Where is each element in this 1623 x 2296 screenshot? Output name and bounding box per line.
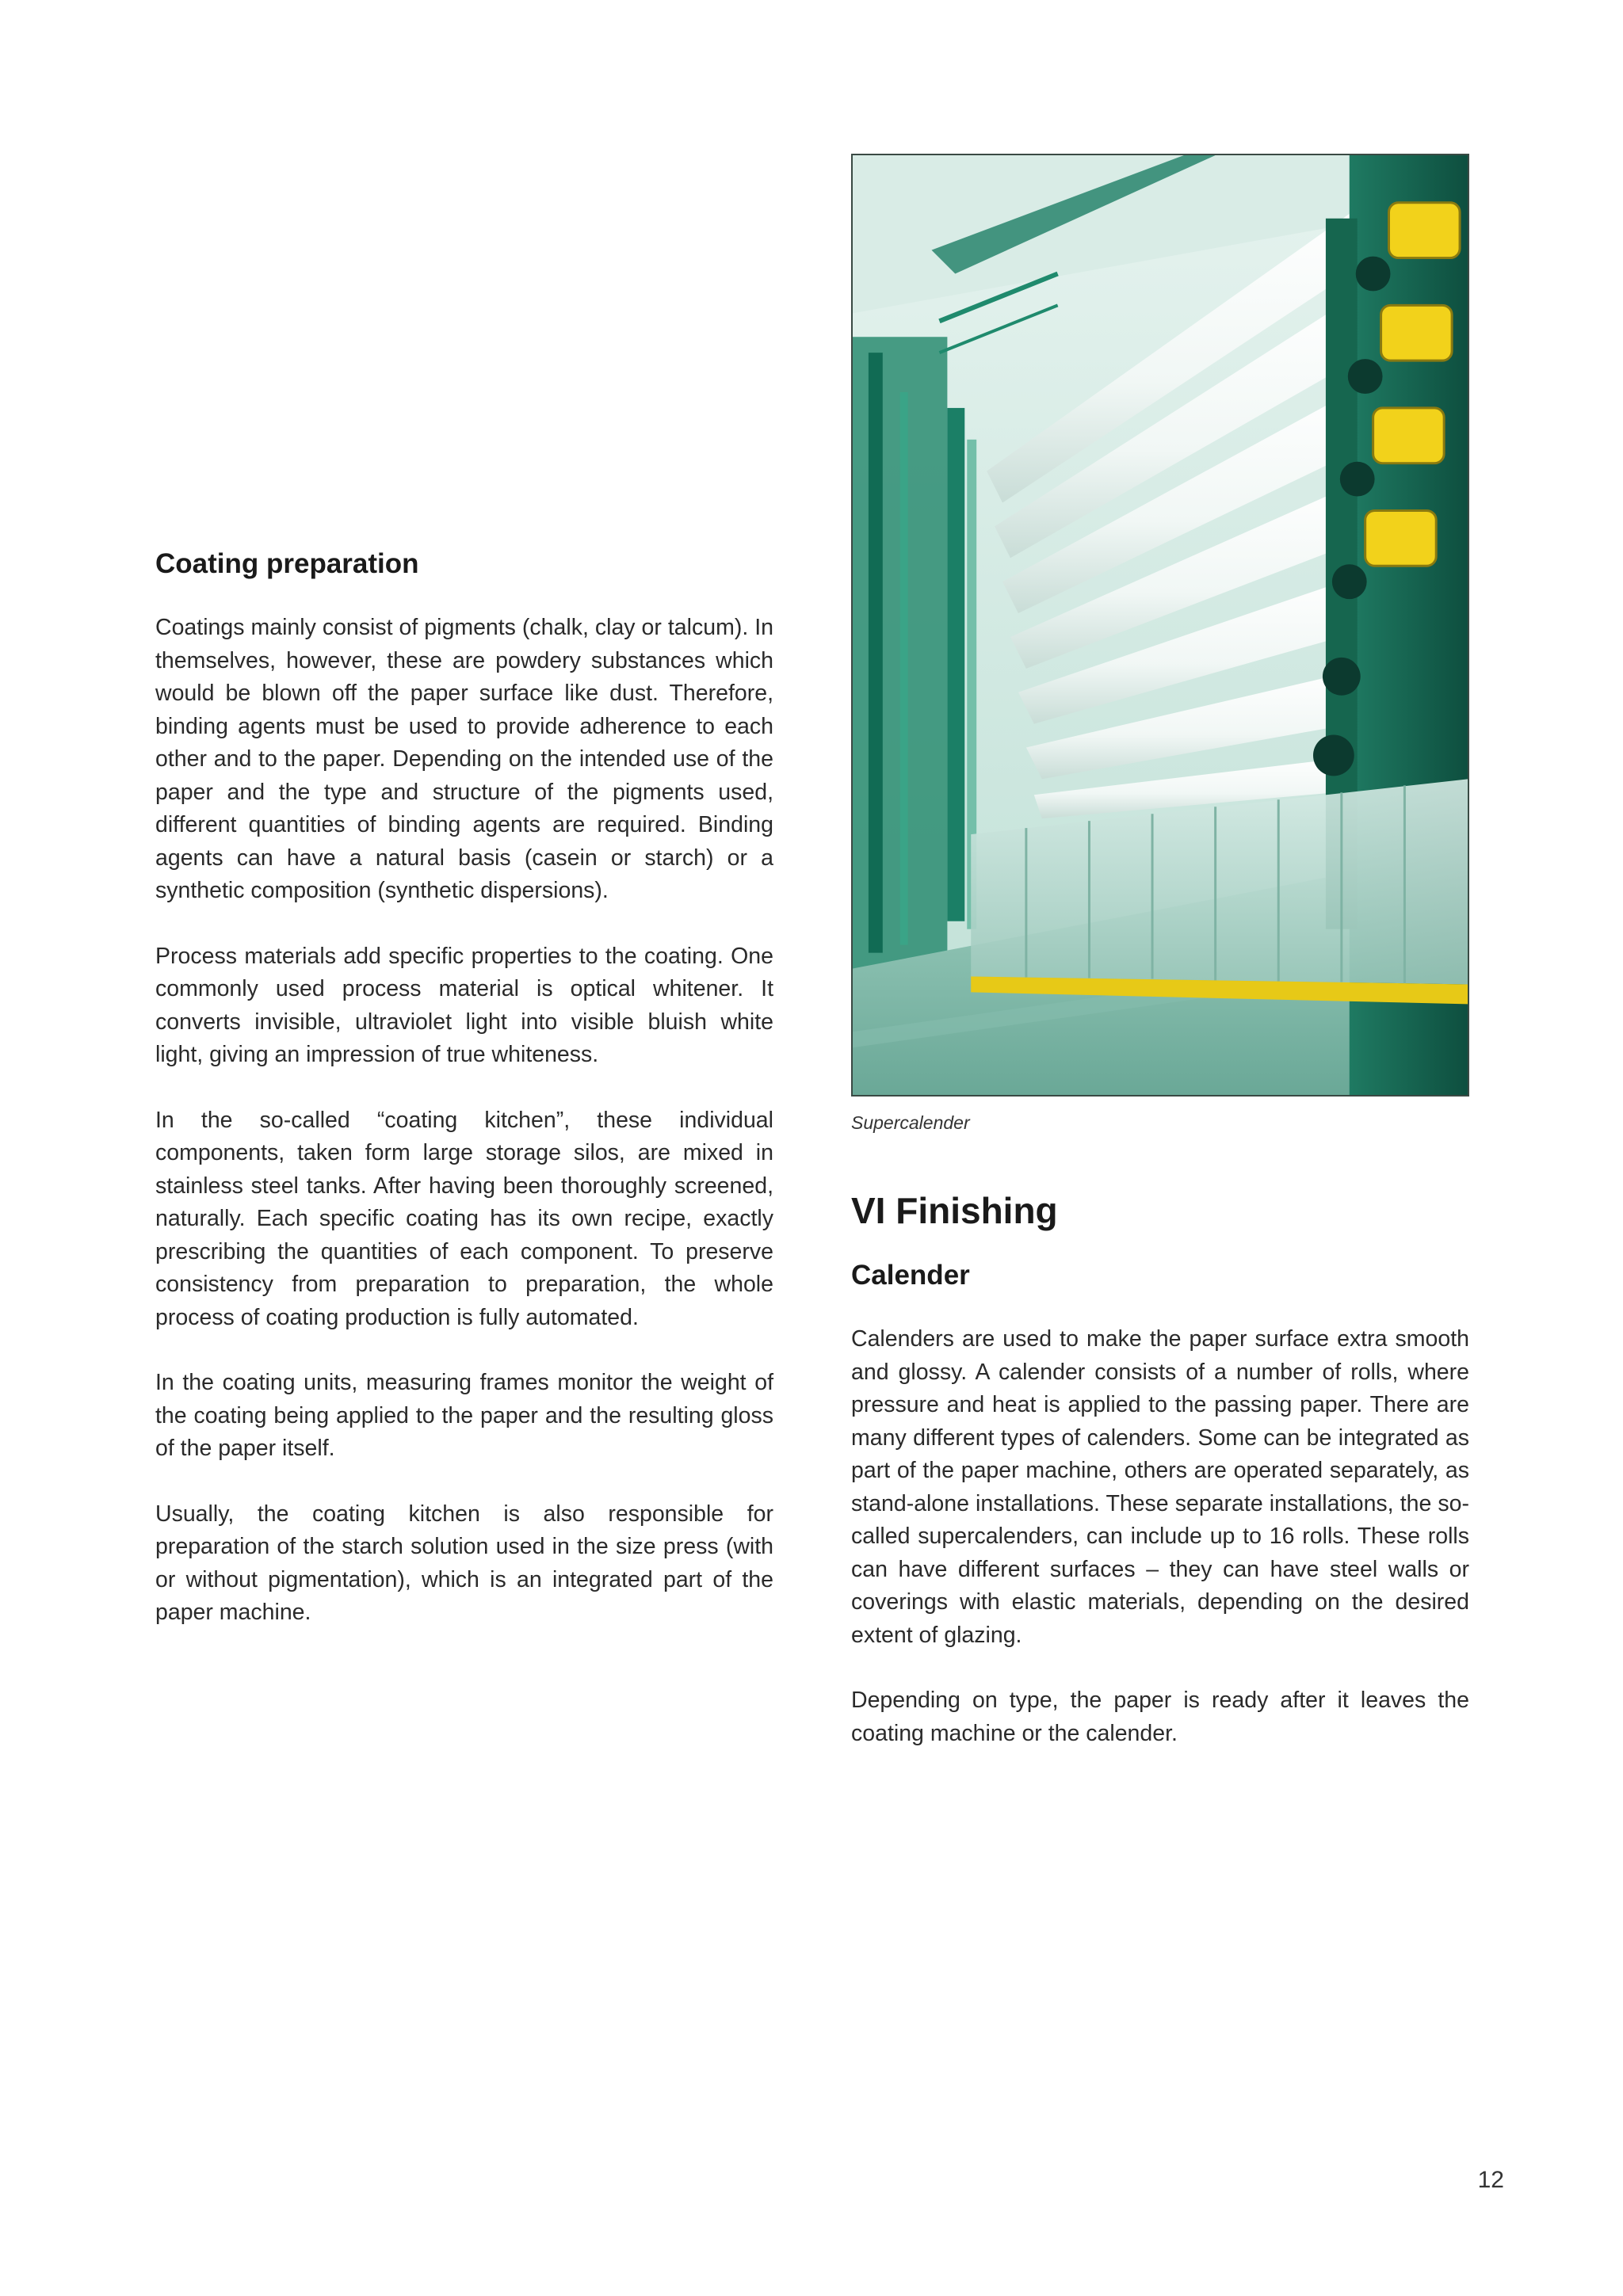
supercalender-illustration: [853, 155, 1468, 1095]
coating-paragraph-1: Coatings mainly consist of pigments (chalk, clay or talcum). In themselves, however, these are powdery substances which would be blown off the paper surface like dust. Therefore, binding agents must be used to provide adherence to each other and to the paper. Depending on the intended use of the paper and the type and structure of the pigments used, different quantities of binding agents are required. Binding agents can have a natural basis (casein or starch) or a synthetic composition (synthetic dispersions).: [155, 615, 773, 903]
calender-paragraph-2: Depending on type, the paper is ready after it leaves the coating machine or the calender.: [851, 1688, 1469, 1746]
coating-paragraph-4: In the coating units, measuring frames monitor the weight of the coating being applied to the paper and the resulting gloss of the paper itself.: [155, 1370, 773, 1461]
coating-preparation-heading: Coating preparation: [155, 548, 419, 579]
left-column: [155, 547, 773, 1630]
right-column: [851, 1109, 1469, 1750]
photo-caption: Supercalender: [851, 1112, 970, 1133]
finishing-section-title: VI Finishing: [851, 1190, 1058, 1231]
calender-paragraph-1: Calenders are used to make the paper surface extra smooth and glossy. A calender consists of a number of rolls, where pressure and heat is applied to the passing paper. There are many different types of calenders. Some can be integrated as part of the paper machine, others are operated separately, as stand-alone installations. These separate installations, the so-called supercalenders, can include up to 16 rolls. These rolls can have different surfaces – they can have steel walls or coverings with elastic materials, depending on the desired extent of glazing.: [851, 1326, 1469, 1648]
coating-paragraph-5: Usually, the coating kitchen is also responsible for preparation of the starch solution used in the size press (with or without pigmentation), which is an integrated part of the paper machine.: [155, 1501, 773, 1625]
coating-paragraph-3: In the so-called “coating kitchen”, these individual components, taken form large storage silos, are mixed in stainless steel tanks. After having been thoroughly screened, naturally. Each specific coating has its own recipe, exactly prescribing the quantities of each component. To preserve consistency from preparation to preparation, the whole process of coating production is fully automated.: [155, 1107, 773, 1330]
calender-heading: Calender: [851, 1260, 970, 1291]
coating-paragraph-2: Process materials add specific properties to the coating. One commonly used process material is optical whitener. It converts invisible, ultraviolet light into visible bluish white light, giving an impression of true whiteness.: [155, 943, 773, 1067]
page-number: 12: [1477, 2167, 1504, 2193]
supercalender-photo: [851, 154, 1469, 1097]
